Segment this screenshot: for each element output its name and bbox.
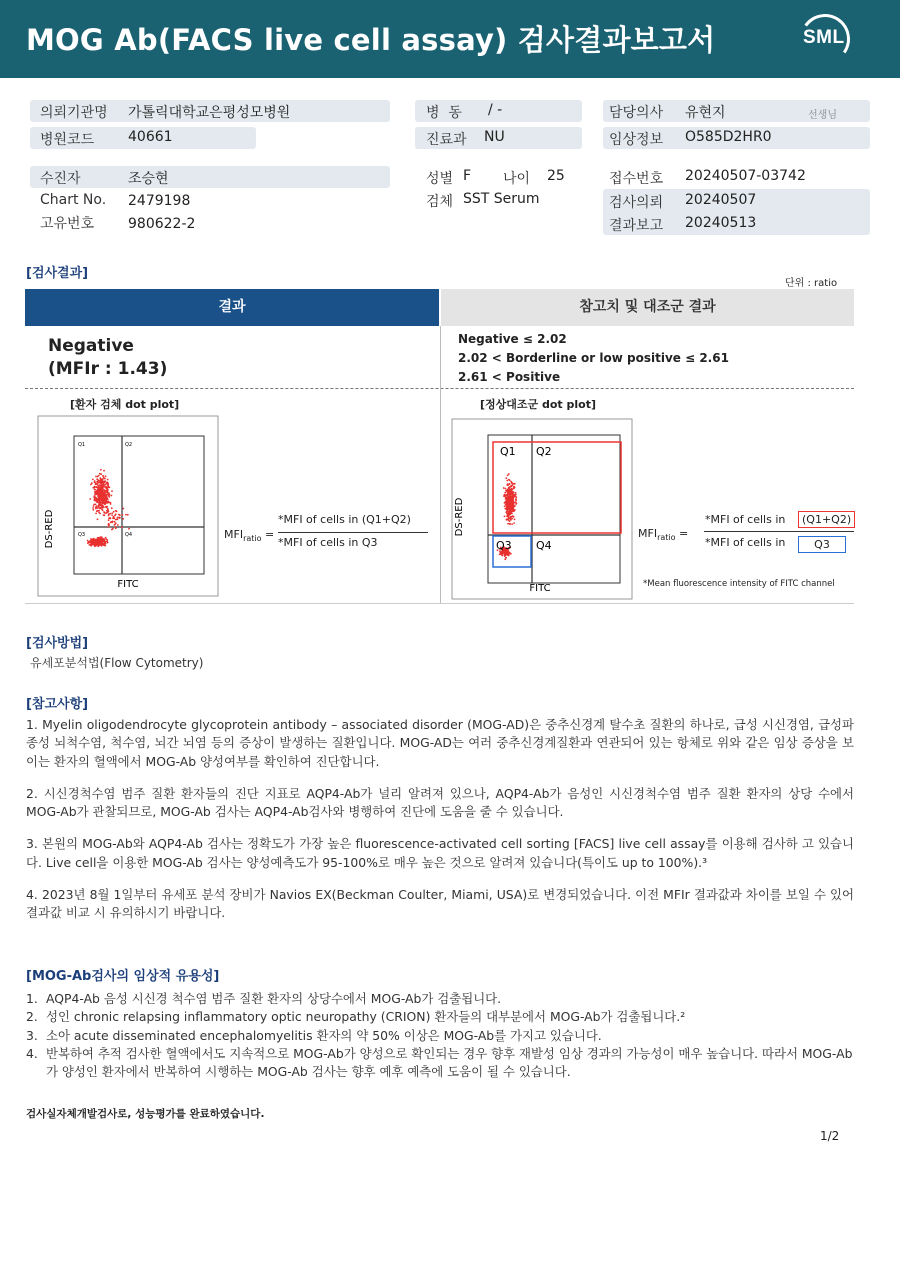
scatter-dot [96,487,98,489]
scatter-dot [509,500,511,502]
scatter-dot [503,494,505,496]
scatter-dot [103,511,105,513]
clinical-value: O585D2HR0 [685,129,772,145]
scatter-dot [510,507,512,509]
scatter-dot [101,501,103,503]
scatter-dot [96,499,98,501]
logo-text: SML [803,27,845,48]
scatter-dot [89,498,91,500]
scatter-dot [104,490,106,492]
scatter-dot [508,516,510,518]
control-x-axis-label: FITC [529,583,551,594]
results-bottom-border [25,603,854,604]
report-header [0,0,900,78]
hospital-code-value: 40661 [128,129,173,145]
chart-value: 2479198 [128,193,191,209]
institution-label: 의뢰기관명 [40,105,108,121]
scatter-dot [99,513,101,515]
scatter-dot [95,497,97,499]
name-value: 조승현 [128,171,169,187]
scatter-dot [92,538,94,540]
scatter-dot [117,524,119,526]
patient-mfi-word: MFI [224,528,244,541]
scatter-dot [506,519,508,521]
result-value [48,335,167,381]
name-bg [30,166,390,188]
scatter-dot [96,510,98,512]
report-date-value: 20240513 [685,215,757,231]
scatter-dot [108,492,110,494]
control-plot-title: [정상대조군 dot plot] [480,398,596,411]
scatter-dot [113,516,115,518]
control-q1-label: Q1 [500,445,516,458]
utility-item-number: 2. [26,1009,38,1025]
ward-value: / - [488,102,503,118]
scatter-dot [97,482,99,484]
scatter-dot [94,488,96,490]
hospital-code-label: 병원코드 [40,132,95,148]
control-q2-label: Q2 [536,445,552,458]
scatter-dot [117,517,119,519]
scatter-dot [508,473,510,475]
scatter-dot [122,518,124,520]
utility-item [26,1045,856,1082]
institution-value: 가톨릭대학교은평성모병원 [128,105,291,121]
specimen-label: 검체 [426,194,454,210]
scatter-dot [512,510,514,512]
scatter-dot [503,487,505,489]
control-mfi-word: MFI [638,527,658,540]
scatter-dot [118,517,120,519]
scatter-dot [502,555,504,557]
receipt-value: 20240507-03742 [685,168,806,184]
scatter-dot [504,492,506,494]
mfi-footnote: *Mean fluorescence intensity of FITC channel [643,579,835,589]
scatter-dot [509,483,511,485]
dept-value: NU [484,129,505,145]
footer-note: 검사실자체개발검사로, 성능평가를 완료하였습니다. [26,1108,265,1120]
results-section-title: [검사결과] [26,266,89,281]
scatter-dot [95,541,97,543]
scatter-dot [511,494,513,496]
scatter-dot [511,505,513,507]
scatter-dot [509,514,511,516]
scatter-dot [98,506,100,508]
scatter-dot [102,475,104,477]
scatter-dot [103,507,105,509]
scatter-dot [108,523,110,525]
scatter-dot [97,484,99,486]
results-column-divider [440,326,441,604]
scatter-dot [92,487,94,489]
scatter-dot [98,537,100,539]
scatter-dot [98,484,100,486]
note-1: 1. Myelin oligodendrocyte glycoprotein antibody – associated disorder (MOG-AD)은 중추신경계 탈수초 질환의 하나로, 급성 시신경염, 급성파종성 뇌척수염, 척수염, 뇌간 뇌염 등의 증상이 발생하는 질환입니다. MOG-AD는 여러 중추신경계질환과 연관되어 있는 항체로 위와 같은 임상 증상을 보이는 환자의 혈액에서 MOG-Ab 양성여부를 확인하여 진단합니다. [26,717,854,769]
scatter-dot [509,480,511,482]
sex-value: F [463,168,472,184]
scatter-dot [511,501,513,503]
scatter-dot [505,508,507,510]
note-4: 4. 2023년 8월 1일부터 유세포 분석 장비가 Navios EX(Beckman Coulter, Miami, USA)로 변경되었습니다. 이전 MFIr 결과값과 차이를 보일 수 있어 결과값 비교 시 유의하시기 바랍니다. [26,887,854,921]
age-value: 25 [547,168,565,184]
scatter-dot [508,496,510,498]
scatter-dot [507,501,509,503]
scatter-dot [504,516,506,518]
scatter-dot [100,493,102,495]
receipt-label: 접수번호 [609,171,664,187]
scatter-dot [102,539,104,541]
utility-section-title: [MOG-Ab검사의 임상적 유용성] [26,969,220,984]
scatter-dot [114,521,116,523]
scatter-dot [515,492,517,494]
scatter-dot [96,492,98,494]
scatter-dot [100,469,102,471]
scatter-dot [122,514,124,516]
scatter-dot [107,479,109,481]
unit-label: 단위 : ratio [785,278,838,289]
utility-item [26,990,856,1008]
scatter-dot [103,470,105,472]
scatter-dot [102,491,104,493]
scatter-dot [111,514,113,516]
scatter-dot [505,477,507,479]
scatter-dot [92,479,94,481]
control-dot-plot [450,417,636,603]
scatter-dot [101,499,103,501]
scatter-dot [88,541,90,543]
scatter-dot [107,501,109,503]
name-label: 수진자 [40,171,81,187]
scatter-dot [505,488,507,490]
scatter-dot [505,557,507,559]
notes-section-title: [참고사항] [26,697,89,712]
scatter-dot [95,513,97,515]
note-3: 3. 본원의 MOG-Ab와 AQP4-Ab 검사는 정확도가 가장 높은 fluorescence-activated cell sorting [FACS] live cell assay를 이용해 검사하 고 있습니다. Live cell을 이용한 MOG-Ab 검사는 양성예측도가 95-100%로 매우 높은 것으로 알려져 있습니다(특이도 up to 100%).³ [26,836,854,870]
chart-label: Chart No. [40,192,107,208]
scatter-dot [121,526,123,528]
scatter-dot [515,494,517,496]
scatter-dot [512,515,514,517]
scatter-dot [515,496,517,498]
utility-item-text: 반복하여 추적 검사한 혈액에서도 지속적으로 MOG-Ab가 양성으로 확인되는 경우 향후 재발성 임상 경과의 가능성이 매우 높습니다. 따라서 MOG-Ab가 양성인 환자에서 반복하여 시행하는 MOG-Ab 검사는 향후 예후 예측에 도움이 될 수 있습니다. [46,1045,853,1080]
scatter-dot [512,491,514,493]
scatter-dot [515,498,517,500]
control-q3-label: Q3 [496,539,512,552]
scatter-dot [90,540,92,542]
scatter-dot [511,523,513,525]
scatter-dot [93,540,95,542]
scatter-dot [115,526,117,528]
scatter-dot [508,554,510,556]
ref-negative: Negative ≤ 2.02 [458,332,567,346]
scatter-dot [100,489,102,491]
scatter-dot [108,526,110,528]
scatter-dot [94,495,96,497]
scatter-dot [508,487,510,489]
utility-item-text: 소아 acute disseminated encephalomyelitis 환자의 약 50% 이상은 MOG-Ab를 가지고 있습니다. [46,1027,602,1043]
scatter-dot [510,481,512,483]
patient-fraction-line [278,532,428,533]
scatter-dot [90,538,92,540]
scatter-dot [93,499,95,501]
result-line-2: (MFIr : 1.43) [48,359,168,379]
scatter-dot [509,512,511,514]
scatter-dot [98,501,100,503]
scatter-dot [513,504,515,506]
scatter-dot [112,528,114,530]
scatter-dot [505,504,507,506]
patient-numerator: *MFI of cells in (Q1+Q2) [278,513,411,526]
scatter-dot [111,507,113,509]
report-title: MOG Ab(FACS live cell assay) 검사결과보고서 [26,23,716,57]
patient-dot-plot [36,414,222,600]
scatter-dot [110,521,112,523]
scatter-dot [107,489,109,491]
patient-plot-title: [환자 검체 dot plot] [70,398,180,411]
scatter-dot [511,485,513,487]
scatter-dot [513,493,515,495]
scatter-dot [511,483,513,485]
scatter-dot [114,515,116,517]
notes-body [26,716,854,937]
uid-label: 고유번호 [40,216,95,232]
uid-value: 980622-2 [128,216,196,232]
request-value: 20240507 [685,192,757,208]
ward-label: 병 동 [426,105,462,121]
utility-item-number: 1. [26,991,38,1006]
control-denominator-box: Q3 [798,536,846,553]
scatter-dot [122,508,124,510]
scatter-dot [106,494,108,496]
utility-item-number: 3. [26,1027,38,1043]
scatter-dot [507,506,509,508]
note-2: 2. 시신경척수염 범주 질환 환자들의 진단 지표로 AQP4-Ab가 널리 알려져 있으나, AQP4-Ab가 음성인 시신경척수염 범주 질환 환자의 상당 수에서 MOG-Ab가 관찰되므로, MOG-Ab 검사는 AQP4-Ab검사와 병행하여 진단에 도움을 줄 수 있습니다. [26,785,854,820]
scatter-dot [509,523,511,525]
control-mfi-label: $MFI_{ratio}$ = [638,527,689,543]
doctor-suffix: 선생님 [808,110,837,121]
scatter-dot [507,483,509,485]
scatter-dot [513,522,515,524]
scatter-dot [104,503,106,505]
scatter-dot [99,473,101,475]
reference-ranges [458,330,729,387]
patient-denominator: *MFI of cells in Q3 [278,536,378,549]
scatter-dot [93,509,95,511]
result-line-1: Negative [48,336,134,356]
scatter-dot [105,475,107,477]
control-fraction-line [704,531,854,532]
scatter-dot [98,480,100,482]
page-number: 1/2 [820,1129,840,1143]
control-denominator-text: *MFI of cells in [705,536,786,549]
scatter-dot [515,503,517,505]
patient-x-axis-label: FITC [117,579,139,590]
control-y-axis-label: DS-RED [454,497,465,537]
scatter-dot [510,488,512,490]
scatter-dot [111,495,113,497]
scatter-dot [125,514,127,516]
scatter-dot [98,496,100,498]
scatter-dot [514,487,516,489]
scatter-dot [94,481,96,483]
scatter-dot [113,511,115,513]
patient-q1-label: Q1 [78,442,86,448]
scatter-dot [105,487,107,489]
scatter-dot [90,543,92,545]
scatter-dot [100,541,102,543]
scatter-dot [110,503,112,505]
scatter-dot [92,507,94,509]
utility-item [26,1008,856,1026]
scatter-dot [514,483,516,485]
scatter-dot [107,483,109,485]
scatter-dot [111,512,113,514]
scatter-dot [105,538,107,540]
utility-item-text: 성인 chronic relapsing inflammatory optic neuropathy (CRION) 환자들의 대부분에서 MOG-Ab가 검출됩니다.² [46,1009,686,1025]
request-label: 검사의뢰 [609,195,664,211]
scatter-dot [103,543,105,545]
reference-column-header: 참고치 및 대조군 결과 [441,289,854,326]
scatter-dot [97,543,99,545]
patient-mfi-label: $MFI_{ratio}$ = [224,528,275,544]
scatter-dot [504,555,506,557]
scatter-dot [114,524,116,526]
dept-label: 진료과 [426,132,467,148]
utility-item [26,1027,856,1045]
scatter-dot [111,490,113,492]
age-label: 나이 [503,171,531,187]
scatter-dot [506,494,508,496]
scatter-dot [106,541,108,543]
scatter-dot [96,505,98,507]
scatter-dot [504,506,506,508]
scatter-dot [107,508,109,510]
scatter-dot [98,488,100,490]
doctor-label: 담당의사 [609,105,664,121]
scatter-dot [112,521,114,523]
scatter-dot [507,507,509,509]
patient-y-axis-label: DS-RED [44,509,55,549]
scatter-dot [101,505,103,507]
scatter-dot [127,514,129,516]
scatter-dot [97,518,99,520]
scatter-dot [514,509,516,511]
utility-item-text: AQP4-Ab 음성 시신경 척수염 범주 질환 환자의 상당수에서 MOG-Ab가 검출됩니다. [46,991,502,1006]
scatter-dot [507,503,509,505]
scatter-dot [513,496,515,498]
scatter-dot [506,513,508,515]
scatter-dot [107,485,109,487]
scatter-dot [507,518,509,520]
method-section-title: [검사방법] [26,636,89,651]
scatter-dot [509,498,511,500]
patient-mfi-sub: ratio [243,534,262,544]
sml-logo [800,14,850,64]
scatter-dot [100,507,102,509]
scatter-dot [104,494,106,496]
utility-item-number: 4. [26,1045,38,1061]
patient-q3-label: Q3 [78,532,86,538]
scatter-dot [95,476,97,478]
scatter-dot [128,528,130,530]
scatter-dot [507,490,509,492]
scatter-dot [108,496,110,498]
scatter-dot [94,543,96,545]
scatter-dot [94,494,96,496]
scatter-dot [103,514,105,516]
doctor-value: 유현지 [685,105,726,121]
report-date-label: 결과보고 [609,218,664,234]
scatter-dot [106,512,108,514]
scatter-dot [108,519,110,521]
scatter-dot [112,517,114,519]
patient-q2-label: Q2 [125,442,133,448]
ref-borderline: 2.02 < Borderline or low positive ≤ 2.61 [458,351,729,365]
scatter-dot [91,482,93,484]
patient-q4-label: Q4 [125,532,133,538]
scatter-dot [105,506,107,508]
control-numerator-box: (Q1+Q2) [798,511,855,528]
scatter-dot [93,505,95,507]
specimen-value: SST Serum [463,191,540,207]
scatter-dot [97,494,99,496]
ref-positive: 2.61 < Positive [458,370,561,384]
scatter-dot [101,485,103,487]
scatter-dot [116,510,118,512]
scatter-dot [514,519,516,521]
scatter-dot [103,498,105,500]
utility-list [26,990,856,1081]
method-text: 유세포분석법(Flow Cytometry) [30,656,204,670]
control-numerator-text: *MFI of cells in [705,513,786,526]
scatter-dot [116,518,118,520]
scatter-dot [97,544,99,546]
scatter-dot [103,481,105,483]
scatter-dot [504,553,506,555]
scatter-dot [99,491,101,493]
scatter-dot [511,512,513,514]
scatter-dot [108,513,110,515]
scatter-dot [506,480,508,482]
scatter-dot [95,504,97,506]
control-q4-label: Q4 [536,539,552,552]
sex-label: 성별 [426,171,454,187]
result-column-header: 결과 [25,289,439,326]
scatter-dot [95,483,97,485]
scatter-dot [101,482,103,484]
scatter-dot [97,539,99,541]
control-mfi-sub: ratio [657,533,676,543]
clinical-label: 임상정보 [609,132,664,148]
scatter-dot [504,502,506,504]
scatter-dot [101,544,103,546]
scatter-dot [94,544,96,546]
scatter-dot [118,514,120,516]
scatter-dot [507,523,509,525]
scatter-dot [109,517,111,519]
scatter-dot [102,488,104,490]
